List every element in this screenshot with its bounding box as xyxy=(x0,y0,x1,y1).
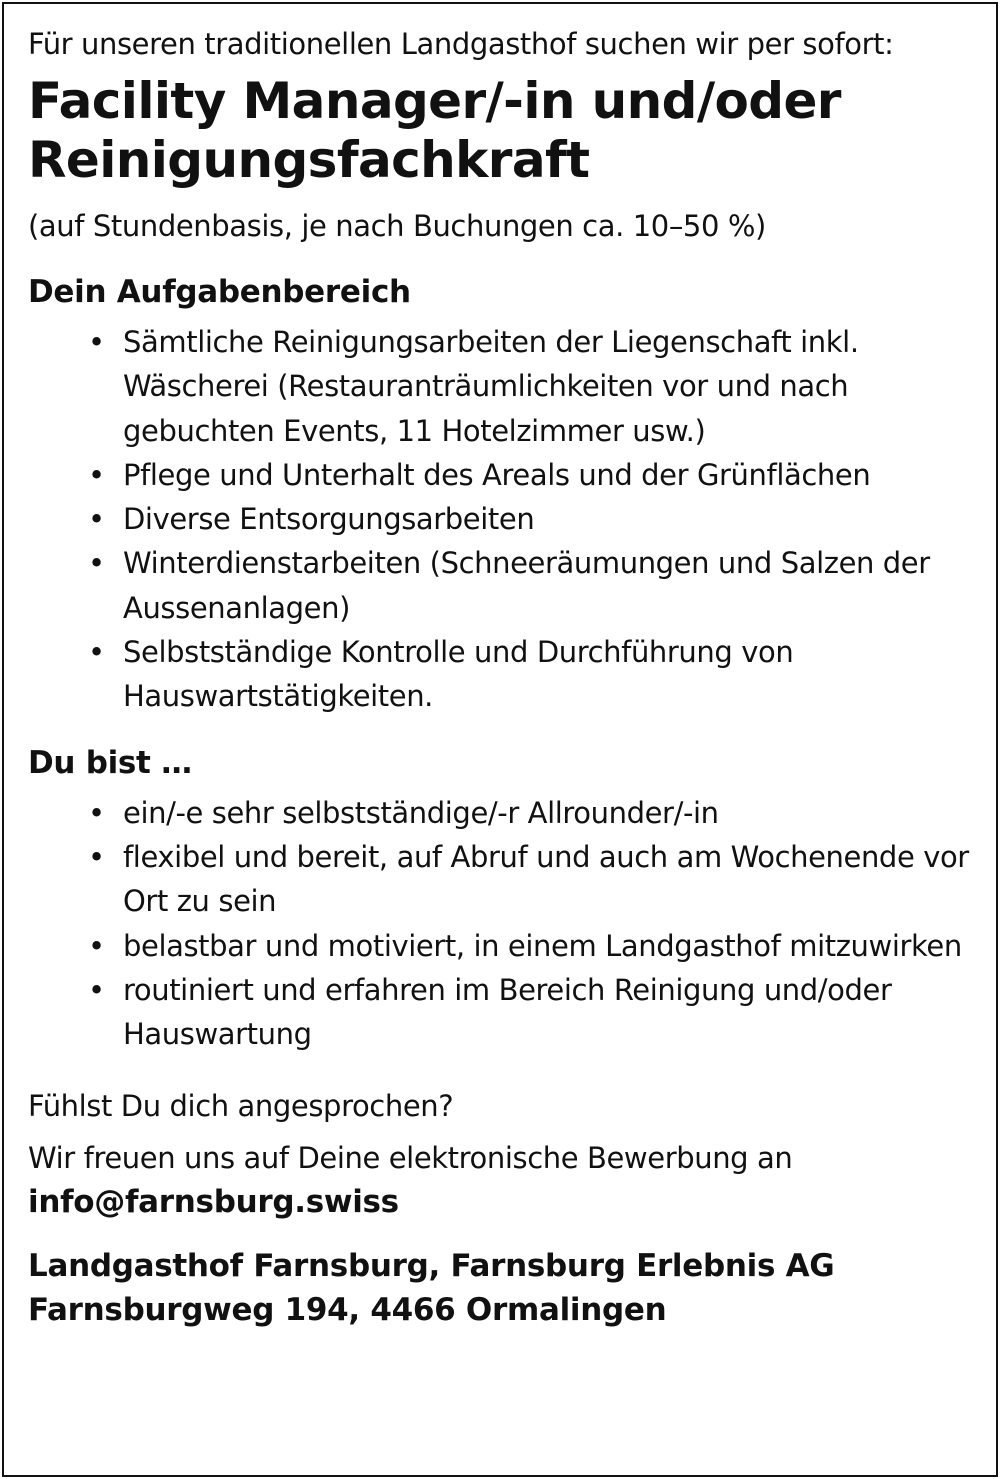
bullet-icon: • xyxy=(88,546,105,581)
list-item xyxy=(88,924,978,968)
bullet-icon: • xyxy=(88,972,105,1007)
list-item-text: Pflege und Unterhalt des Areals und der Grünflächen xyxy=(123,457,871,492)
bullet-icon: • xyxy=(88,325,105,359)
workload-note: (auf Stundenbasis, je nach Buchungen ca. 10–50 %) xyxy=(28,209,766,243)
closing-question: Fühlst Du dich angesprochen? xyxy=(28,1089,454,1124)
list-item xyxy=(88,320,978,453)
contact-email[interactable]: info@farnsburg.swiss xyxy=(28,1184,399,1221)
closing-invitation: Wir freuen uns auf Deine elektronische Bewerbung an xyxy=(28,1141,793,1176)
list-item xyxy=(88,835,978,924)
tasks-list xyxy=(28,320,978,719)
list-item-text: Winterdienstarbeiten (Schneeräumungen und Salzen der Aussenanlagen) xyxy=(123,546,930,625)
intro-text: Für unseren traditionellen Landgasthof suchen wir per sofort: xyxy=(28,27,894,61)
company-name: Landgasthof Farnsburg, Farnsburg Erlebnis AG xyxy=(28,1248,835,1285)
tasks-heading: Dein Aufgabenbereich xyxy=(28,274,411,310)
list-item xyxy=(88,791,978,835)
list-item-text: Diverse Entsorgungsarbeiten xyxy=(123,502,535,537)
list-item xyxy=(88,968,978,1057)
job-title xyxy=(28,72,978,190)
list-item-text: flexibel und bereit, auf Abruf und auch am Wochenende vor Ort zu sein xyxy=(123,839,969,919)
bullet-icon: • xyxy=(88,839,105,874)
bullet-icon: • xyxy=(88,457,105,492)
company-address: Farnsburgweg 194, 4466 Ormalingen xyxy=(28,1292,667,1329)
profile-heading: Du bist … xyxy=(28,744,192,781)
bullet-icon: • xyxy=(88,928,105,963)
bullet-icon: • xyxy=(88,635,105,670)
list-item-text: ein/-e sehr selbstständige/-r Allrounder/-in xyxy=(123,795,719,830)
bullet-icon: • xyxy=(88,502,105,537)
list-item xyxy=(88,541,978,630)
list-item xyxy=(88,630,978,719)
list-item-text: Selbstständige Kontrolle und Durchführung von Hauswartstätigkeiten. xyxy=(123,635,794,714)
job-title-line-2: Reinigungsfachkraft xyxy=(28,131,590,189)
list-item xyxy=(88,453,978,497)
list-item xyxy=(88,497,978,541)
list-item-text: belastbar und motiviert, in einem Landgasthof mitzuwirken xyxy=(123,928,962,963)
bullet-icon: • xyxy=(88,795,105,830)
list-item-text: routiniert und erfahren im Bereich Reinigung und/oder Hauswartung xyxy=(123,972,892,1052)
profile-list xyxy=(28,791,978,1057)
job-ad xyxy=(28,22,978,1332)
job-title-line-1: Facility Manager/-in und/oder xyxy=(28,72,841,130)
list-item-text: Sämtliche Reinigungsarbeiten der Liegenschaft inkl. Wäscherei (Restauranträumlichkeiten vor und nach gebuchten Events, 11 Hotelzimmer usw.) xyxy=(123,325,859,448)
